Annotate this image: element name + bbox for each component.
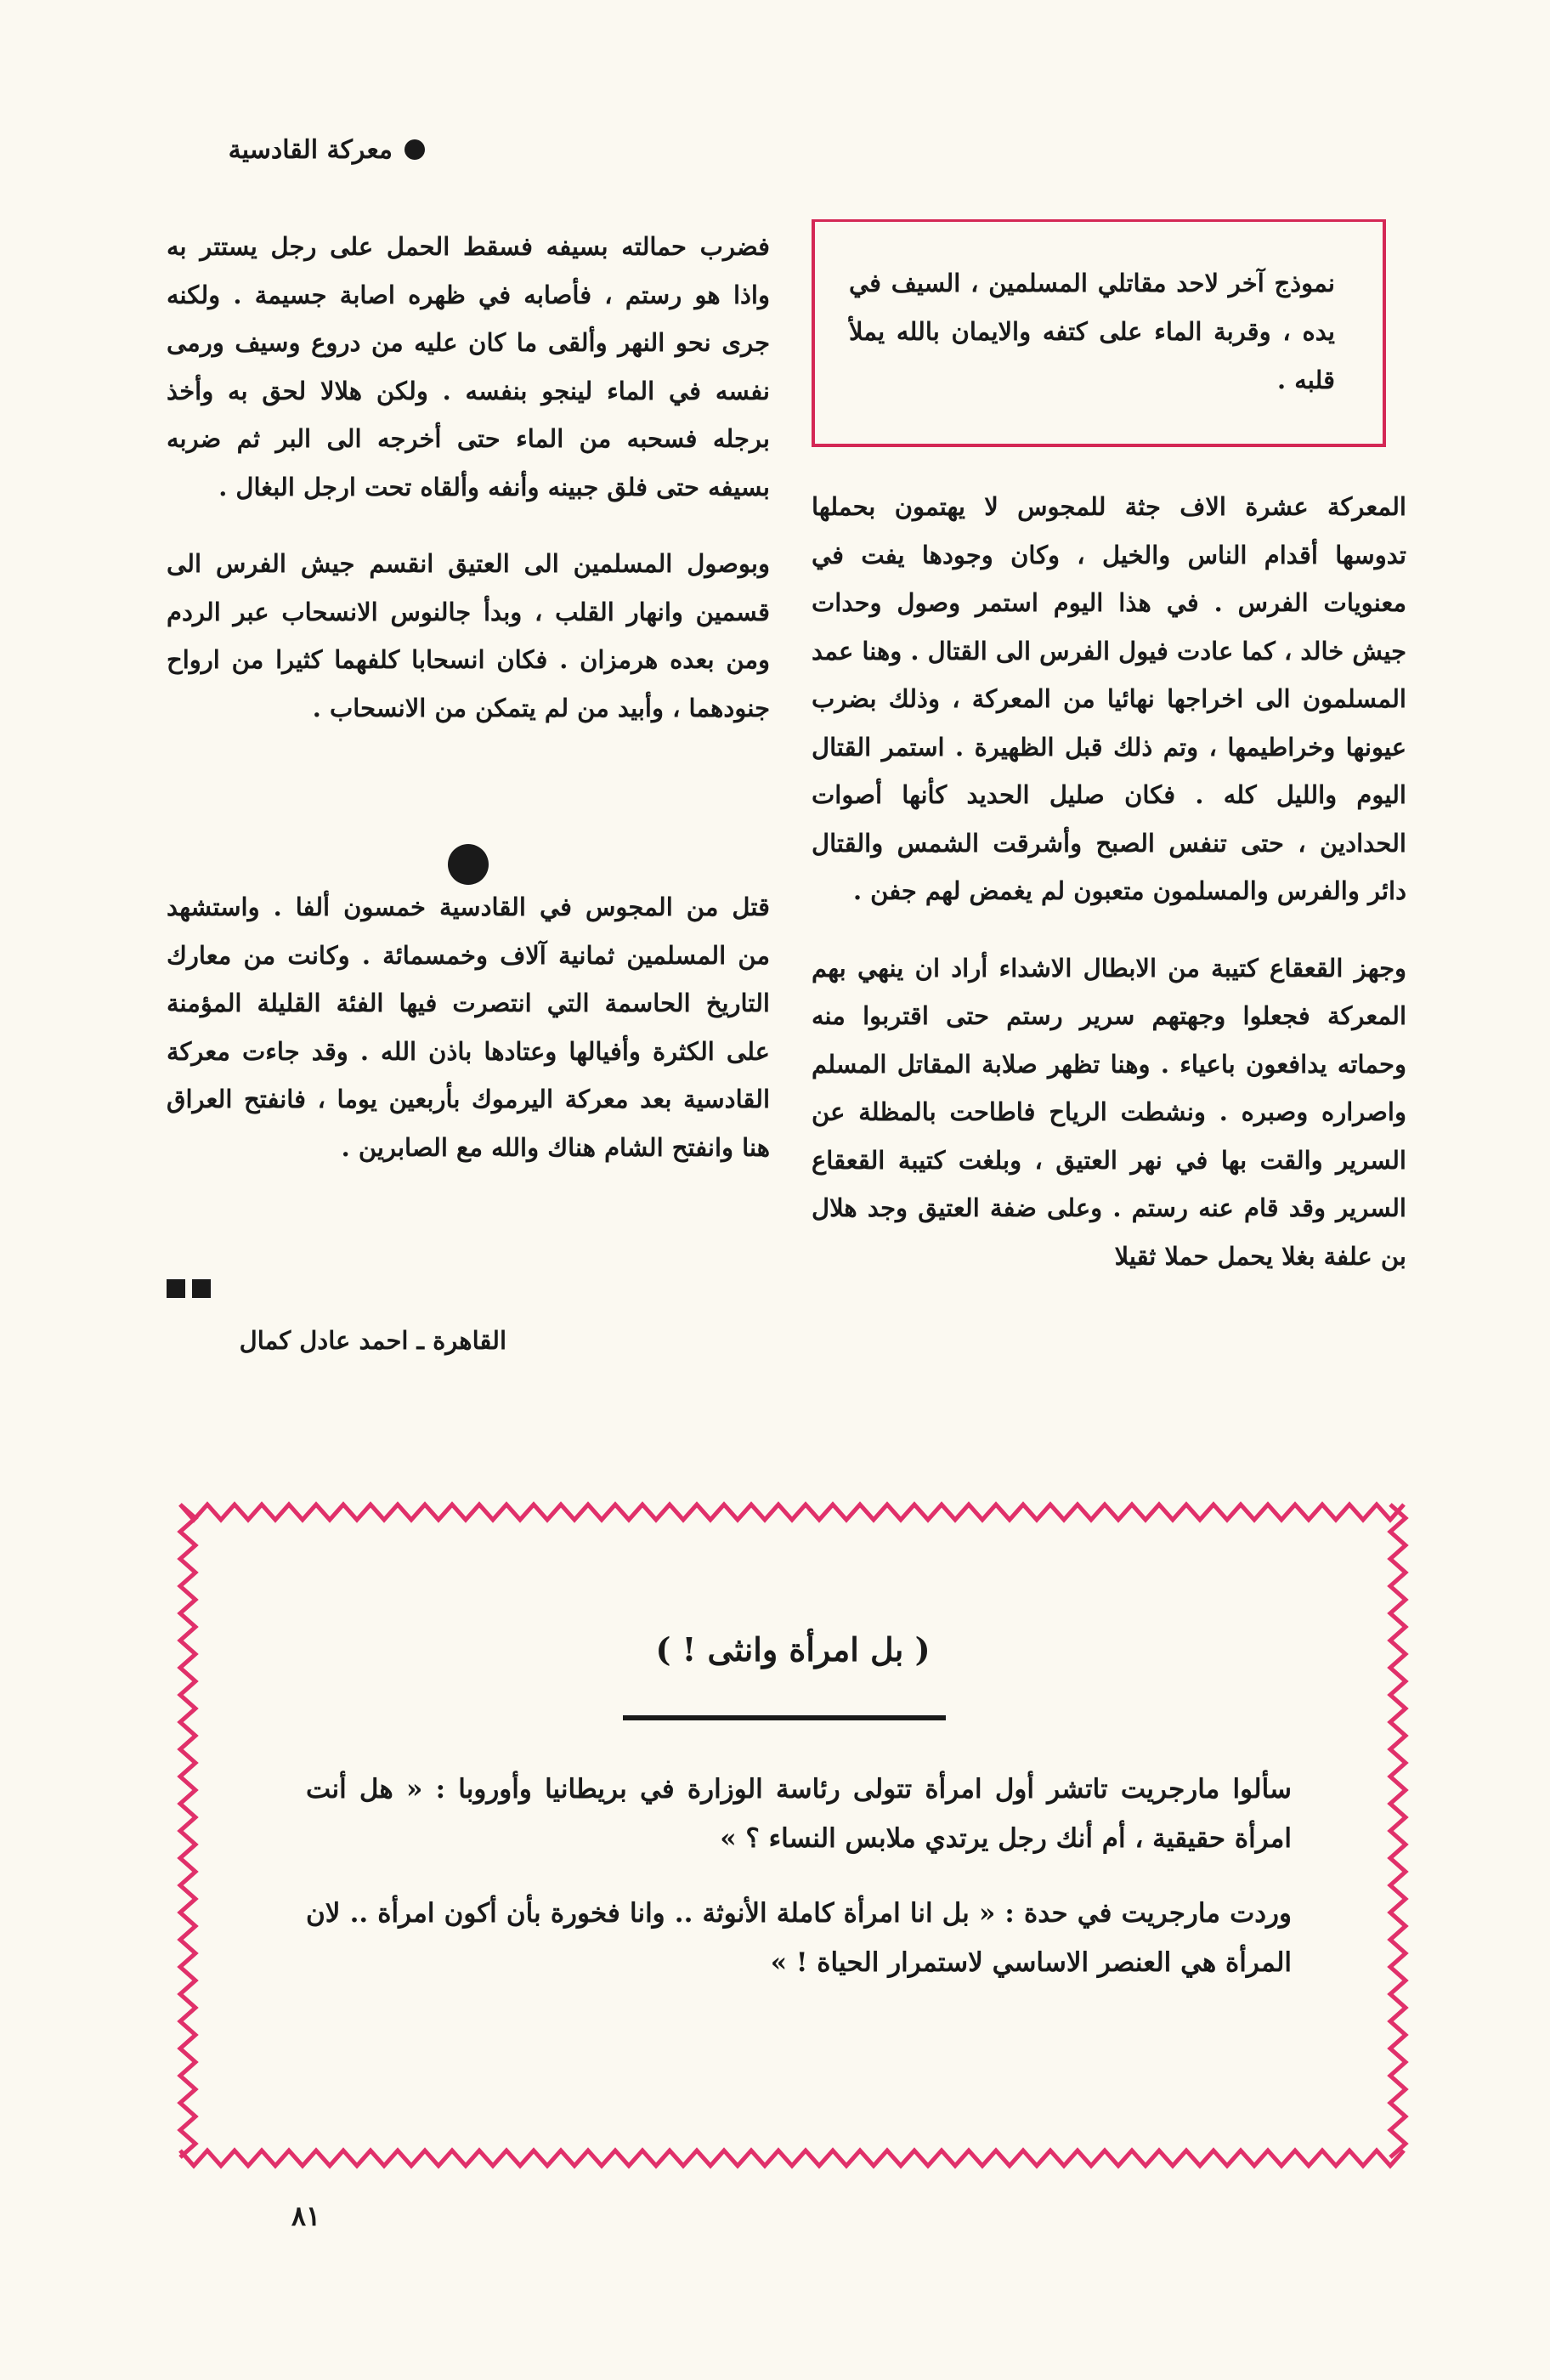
- section-title: معركة القادسية: [228, 134, 393, 165]
- left-paragraph: قتل من المجوس في القادسية خمسون ألفا . واستشهد من المسلمين ثمانية آلاف وخمسمائة . وكانت من معارك التاريخ الحاسمة التي انتصرت فيها الفئة القليلة المؤمنة على الكثرة وأفيالها وعتادها باذن الله . وقد جاءت معركة القادسية بعد معركة اليرموك بأربعين يوما ، فانفتح العراق هنا وانفتح الشام هناك والله مع الصابرين .: [167, 892, 770, 1162]
- end-square-icon: [192, 1279, 211, 1298]
- feature-paragraph: وردت مارجريت في حدة : « بل انا امرأة كاملة الأنوثة .. وانا فخورة بأن أكون امرأة .. لان المرأة هي العنصر الاساسي لاستمرار الحياة ! »: [306, 1898, 1292, 1978]
- photo-caption-box: [812, 219, 1386, 447]
- bullet-icon: [404, 139, 425, 160]
- caption-text: نموذج آخر لاحد مقاتلي المسلمين ، السيف في يده ، وقربة الماء على كتفه والايمان بالله يملأ قلبه .: [849, 269, 1335, 394]
- feature-box: [170, 1494, 1416, 2176]
- author-signature: القاهرة ـ احمد عادل كمال: [239, 1326, 506, 1355]
- left-paragraph: وبوصول المسلمين الى العتيق انقسم جيش الفرس الى قسمين وانهار القلب ، وبدأ جالنوس الانسحاب عبر الردم ومن بعده هرمزان . فكان انسحابا كلفهما كثيرا من ارواح جنودهما ، وأبيد من لم يتمكن من الانسحاب .: [167, 549, 770, 722]
- article-end-mark: [167, 1279, 211, 1298]
- page-number: ٨١: [291, 2200, 321, 2232]
- left-paragraph: فضرب حمالته بسيفه فسقط الحمل على رجل يستتر به واذا هو رستم ، فأصابه في ظهره اصابة جسيمة . ولكنه جرى نحو النهر وألقى ما كان عليه من دروع وسيف ورمى نفسه في الماء لينجو بنفسه . ولكن هلالا لحق به وأخذ برجله فسحبه من الماء حتى أخرجه الى البر ثم ضربه بسيفه حتى فلق جبينه وأنفه وألقاه تحت ارجل البغال .: [167, 232, 770, 502]
- left-column: [167, 223, 770, 1171]
- section-separator-dot: [448, 844, 489, 885]
- feature-box-title: ( بل امرأة وانثى ! ): [655, 1630, 931, 1669]
- feature-box-body: [306, 1765, 1292, 1987]
- right-column: [812, 483, 1406, 1280]
- right-paragraph: المعركة عشرة الاف جثة للمجوس لا يهتمون بحملها تدوسها أقدام الناس والخيل ، وكان وجودها يفت في معنويات الفرس . في هذا اليوم استمر وصول وحدات جيش خالد ، كما عادت فيول الفرس الى القتال . وهنا عمد المسلمون الى اخراجها نهائيا من المعركة ، وذلك بضرب عيونها وخراطيمها ، وتم ذلك قبل الظهيرة . استمر القتال اليوم والليل كله . فكان صليل الحديد كأنها أصوات الحدادين ، حتى تنفس الصبح وأشرقت الشمس والقتال دائر والفرس والمسلمون متعبون لم يغمض لهم جفن .: [812, 492, 1406, 905]
- end-square-icon: [167, 1279, 185, 1298]
- feature-paragraph: سألوا مارجريت تاتشر أول امرأة تتولى رئاسة الوزارة في بريطانيا وأوروبا : « هل أنت امرأة حقيقية ، أم أنك رجل يرتدي ملابس النساء ؟ »: [306, 1774, 1292, 1854]
- title-underline: [623, 1715, 946, 1720]
- right-paragraph: وجهز القعقاع كتيبة من الابطال الاشداء أراد ان ينهي بهم المعركة فجعلوا وجهتهم سرير رستم حتى اقتربوا منه وحماته يدافعون باعياء . وهنا تظهر صلابة المقاتل المسلم واصراره وصبره . ونشطت الرياح فاطاحت بالمظلة عن السرير والقت بها في نهر العتيق ، وبلغت كتيبة القعقاع السرير وقد قام عنه رستم . وعلى ضفة العتيق وجد هلال بن علفة بغلا يحمل حملا ثقيلا: [812, 953, 1406, 1271]
- section-header: [170, 126, 425, 173]
